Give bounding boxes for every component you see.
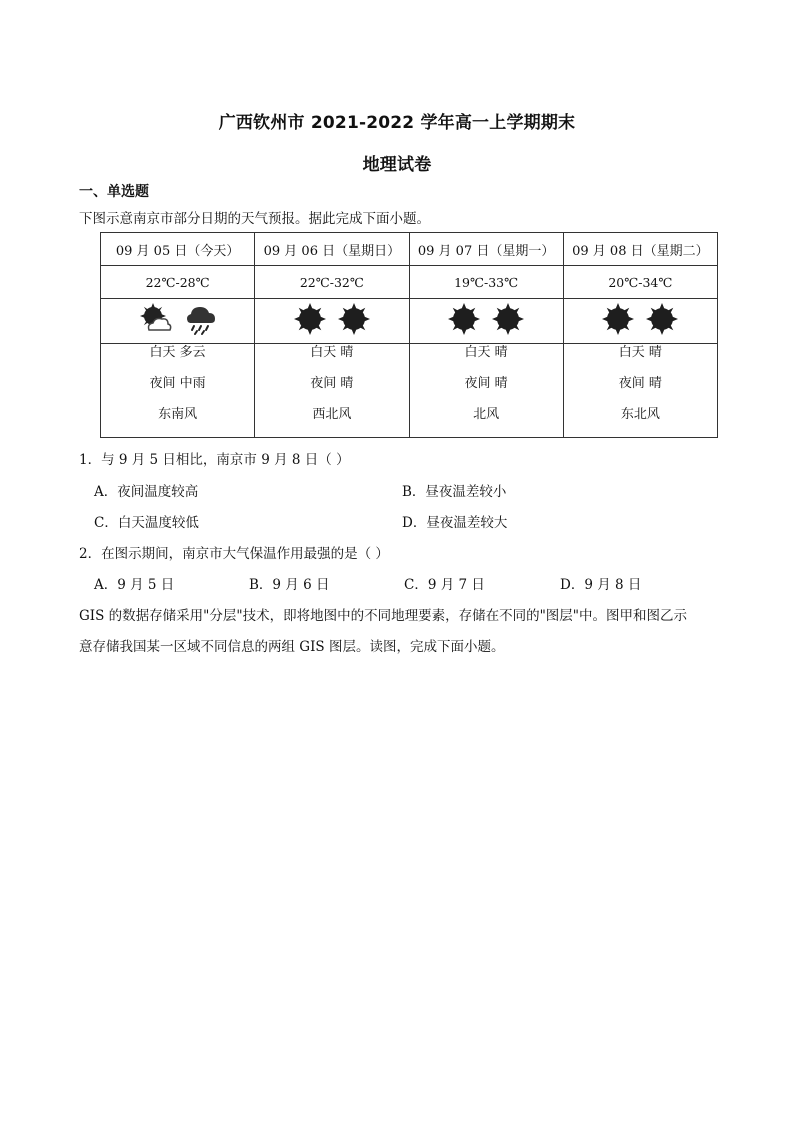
wind-direction: 东北风	[620, 407, 660, 422]
partly-cloudy-icon	[139, 302, 173, 336]
gis-paragraph-line-2: 意存储我国某一区域不同信息的两组 GIS 图层。读图，完成下面小题。	[79, 639, 505, 655]
sun-icon	[601, 302, 635, 336]
sun-icon	[645, 302, 679, 336]
question-2-option-b[interactable]: B．9 月 6 日	[249, 577, 330, 593]
temperature-cell: 22℃-28℃	[101, 266, 255, 299]
date-cell: 09 月 05 日（今天）	[101, 233, 255, 266]
temperature-cell: 20℃-34℃	[563, 266, 717, 299]
exam-subtitle: 地理试卷	[362, 155, 432, 175]
date-cell: 09 月 07 日（星期一）	[409, 233, 563, 266]
icon-cell	[101, 299, 255, 344]
sun-icon	[293, 302, 327, 336]
question-2-stem: 2．在图示期间，南京市大气保温作用最强的是（ ）	[79, 546, 389, 562]
weather-forecast-table	[100, 232, 718, 438]
night-weather: 夜间 晴	[618, 376, 662, 391]
question-2-option-c[interactable]: C．9 月 7 日	[404, 577, 485, 593]
daytime-weather: 白天 晴	[618, 345, 662, 360]
rain-cloud-icon	[183, 302, 217, 336]
icon-row	[101, 299, 718, 344]
description-cell	[255, 344, 409, 438]
night-weather: 夜间 中雨	[149, 376, 206, 391]
date-cell: 09 月 06 日（星期日）	[255, 233, 409, 266]
daytime-weather: 白天 多云	[149, 345, 206, 360]
night-weather: 夜间 晴	[464, 376, 508, 391]
icon-cell	[409, 299, 563, 344]
question-1-option-c[interactable]: C．白天温度较低	[94, 515, 199, 531]
wind-direction: 北风	[473, 407, 500, 422]
date-cell: 09 月 08 日（星期二）	[563, 233, 717, 266]
night-weather: 夜间 晴	[310, 376, 354, 391]
icon-cell	[563, 299, 717, 344]
question-1-option-a[interactable]: A．夜间温度较高	[94, 484, 199, 500]
description-row	[101, 344, 718, 438]
question-1-option-b[interactable]: B．昼夜温差较小	[402, 484, 507, 500]
daytime-weather: 白天 晴	[310, 345, 354, 360]
question-2-option-d[interactable]: D．9 月 8 日	[560, 577, 642, 593]
temperature-row	[101, 266, 718, 299]
exam-title: 广西钦州市 2021-2022 学年高一上学期期末	[218, 113, 576, 133]
sun-icon	[491, 302, 525, 336]
question-1-stem: 1．与 9 月 5 日相比，南京市 9 月 8 日（ ）	[79, 452, 350, 468]
description-cell	[101, 344, 255, 438]
description-cell	[563, 344, 717, 438]
wind-direction: 东南风	[158, 407, 198, 422]
gis-paragraph-line-1: GIS 的数据存储采用"分层"技术，即将地图中的不同地理要素，存储在不同的"图层"中。图甲和图乙示	[79, 608, 687, 624]
question-1-option-d[interactable]: D．昼夜温差较大	[402, 515, 508, 531]
section-heading: 一、单选题	[79, 184, 149, 200]
question-intro: 下图示意南京市部分日期的天气预报。据此完成下面小题。	[79, 211, 430, 227]
question-2-option-a[interactable]: A．9 月 5 日	[94, 577, 175, 593]
temperature-cell: 19℃-33℃	[409, 266, 563, 299]
temperature-cell: 22℃-32℃	[255, 266, 409, 299]
sun-icon	[447, 302, 481, 336]
wind-direction: 西北风	[312, 407, 352, 422]
date-row	[101, 233, 718, 266]
sun-icon	[337, 302, 371, 336]
description-cell	[409, 344, 563, 438]
icon-cell	[255, 299, 409, 344]
daytime-weather: 白天 晴	[464, 345, 508, 360]
